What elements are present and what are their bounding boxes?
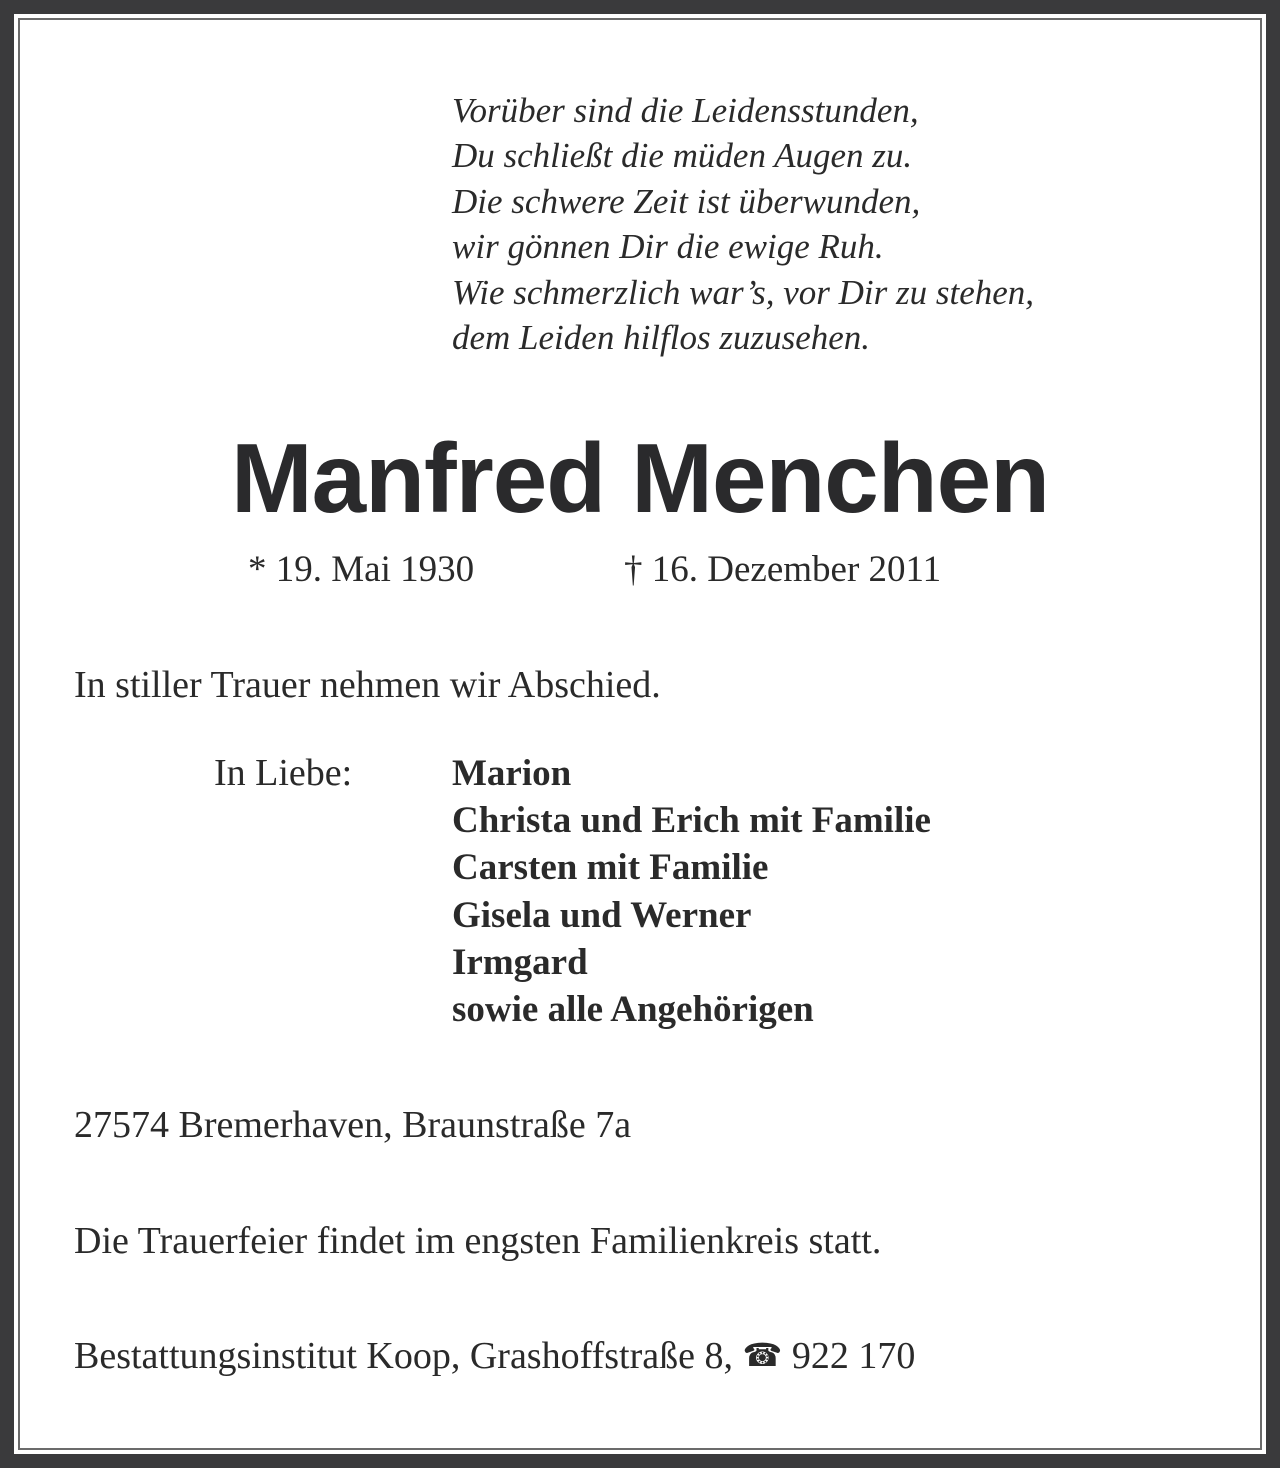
mourner-name: Irmgard: [452, 941, 588, 983]
poem: [452, 88, 1034, 360]
ceremony-note: Die Trauerfeier findet im engsten Familienkreis statt.: [74, 1220, 882, 1262]
mourner-name: Gisela und Werner: [452, 894, 752, 936]
farewell-text: In stiller Trauer nehmen wir Abschied.: [74, 664, 661, 706]
poem-line: Die schwere Zeit ist überwunden,: [452, 181, 921, 221]
deceased-name: Manfred Menchen: [230, 423, 1050, 533]
undertaker-info: [74, 1332, 915, 1379]
poem-line: wir gönnen Dir die ewige Ruh.: [452, 227, 884, 267]
mourner-name: Christa und Erich mit Familie: [452, 800, 931, 842]
birth-date: * 19. Mai 1930: [248, 549, 475, 590]
mourner-name: sowie alle Angehörigen: [452, 989, 814, 1031]
undertaker-phone: 922 170: [791, 1335, 916, 1377]
mourners-list: [452, 750, 931, 1033]
mourner-name: Carsten mit Familie: [452, 847, 769, 889]
poem-line: Du schließt die müden Augen zu.: [452, 136, 913, 176]
mourners-label: In Liebe:: [214, 752, 353, 794]
poem-line: Wie schmerzlich war’s, vor Dir zu stehen,: [452, 272, 1035, 312]
family-address: 27574 Bremerhaven, Braunstraße 7a: [74, 1104, 632, 1146]
undertaker-text: Bestattungsinstitut Koop, Grashoffstraße 8,: [74, 1335, 733, 1377]
poem-line: dem Leiden hilflos zuzusehen.: [452, 318, 871, 358]
poem-line: Vorüber sind die Leidensstunden,: [452, 91, 919, 130]
mourner-name: Marion: [452, 753, 572, 794]
death-date: † 16. Dezember 2011: [624, 549, 942, 590]
telephone-icon: ☎: [742, 1336, 783, 1374]
